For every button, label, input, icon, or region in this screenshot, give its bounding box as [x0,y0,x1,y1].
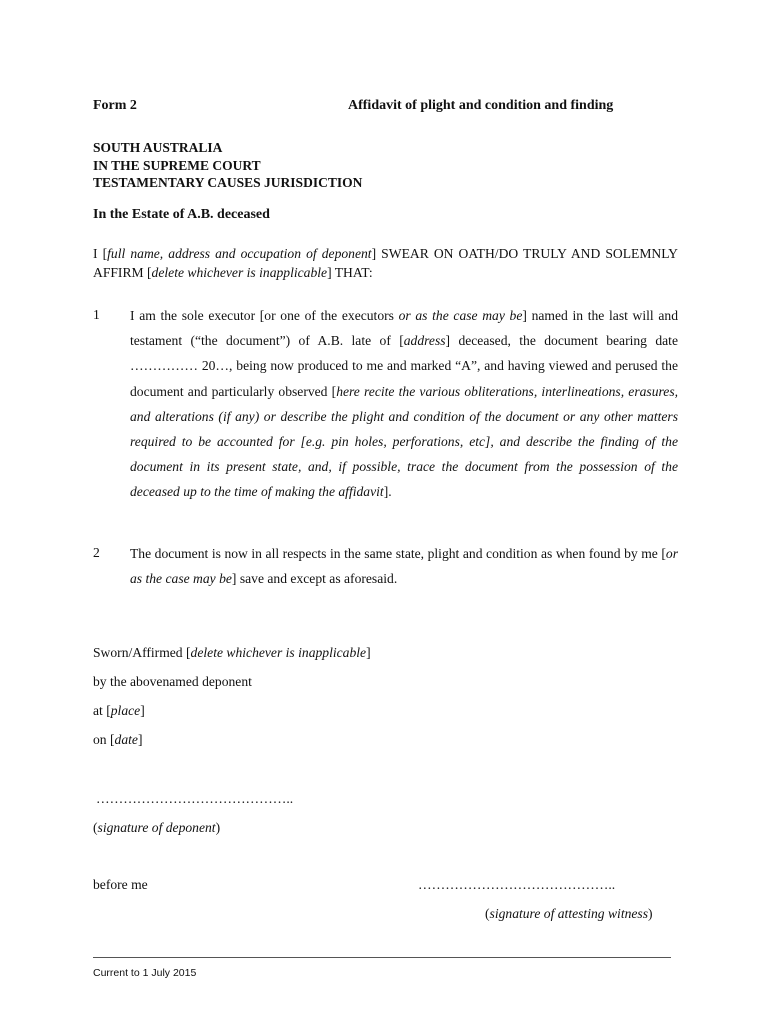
before-me-label: before me [93,877,148,892]
footer-current-date: Current to 1 July 2015 [93,967,197,979]
para-1-text: I am the sole executor [or one of the executors or as the case may be] named in the last will and testament (“the document”) of A.B. late of [address] deceased, the document bearing date …………… 20…, being now produced to me and marked “A”, and having viewed and perused the document and particularly observed [here recite the various obliterations, interlineations, erasures, and alterations (if any) or describe the plight and condition of the document or any other matters required to be accounted for [e.g. pin holes, perforations, etc], and describe the finding of the document in its present state, and, if possible, trace the document from the possession of the deceased up to the time of making the affidavit]. [130,308,679,500]
witness-signature-label: (signature of attesting witness) [485,906,653,921]
jurat-on: on [date] [93,732,143,747]
para-2-text: The document is now in all respects in the same state, plight and condition as when found by me [or as the case may be] save and except as aforesaid. [130,546,678,587]
jurat-sworn: Sworn/Affirmed [delete whichever is inapplicable] [93,645,371,660]
court-line-3: TESTAMENTARY CAUSES JURISDICTION [93,175,363,190]
estate-heading: In the Estate of A.B. deceased [93,207,270,222]
jurat-at: at [place] [93,703,145,718]
footer-rule [93,957,671,958]
deponent-signature-label: (signature of deponent) [93,820,221,835]
para-1-number: 1 [93,307,100,322]
form-title: Affidavit of plight and condition and finding [348,98,614,113]
intro-paragraph: I [full name, address and occupation of deponent] SWEAR ON OATH/DO TRULY AND SOLEMNLY AFFIRM [delete whichever is inapplicable] THAT: [93,246,678,280]
form-number: Form 2 [93,98,137,113]
jurat-by: by the abovenamed deponent [93,674,252,689]
court-line-2: IN THE SUPREME COURT [93,157,261,173]
para-2-number: 2 [93,545,100,560]
deponent-signature-line: …………………………………….. [96,791,294,806]
witness-signature-line: …………………………………….. [418,877,616,892]
court-line-1: SOUTH AUSTRALIA [93,140,223,155]
